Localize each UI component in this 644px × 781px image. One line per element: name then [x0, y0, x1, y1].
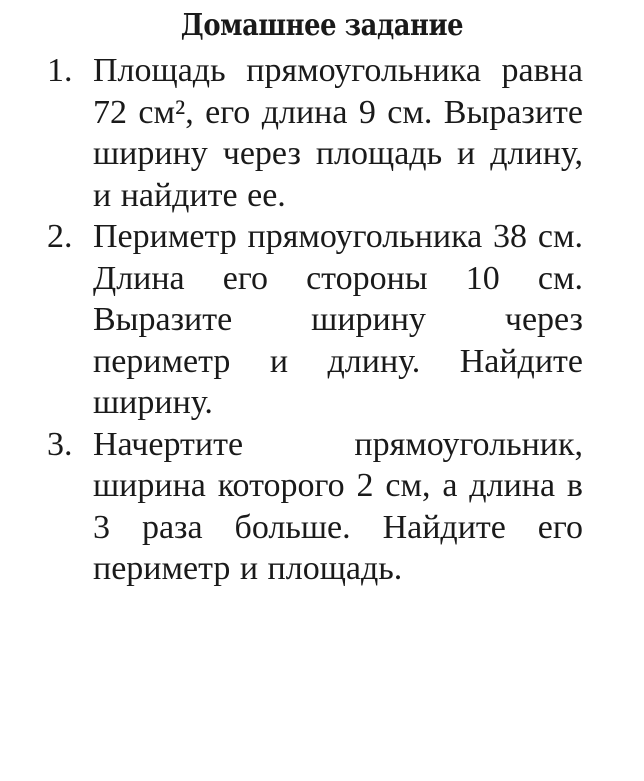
task-text: Начертите прямоугольник, ширина которого 2 см, а длина в 3 раза больше. Найдите его периметр и площадь. — [93, 425, 583, 587]
task-number: 2. — [47, 218, 73, 255]
task-item-2 — [0, 216, 644, 424]
task-item-1 — [0, 50, 644, 216]
task-text: Периметр прямоугольника 38 см. Длина его стороны 10 см. Выразите ширину через периметр и длину. Найдите ширину. — [93, 218, 583, 421]
task-list — [0, 50, 644, 590]
task-item-3 — [0, 424, 644, 590]
task-text: Площадь прямоугольника равна 72 см², его длина 9 см. Выразите ширину через площадь и длину, и найдите ее. — [93, 52, 583, 214]
task-number: 1. — [47, 52, 73, 89]
page-title: Домашнее задание — [180, 8, 464, 43]
task-number: 3. — [47, 425, 73, 463]
